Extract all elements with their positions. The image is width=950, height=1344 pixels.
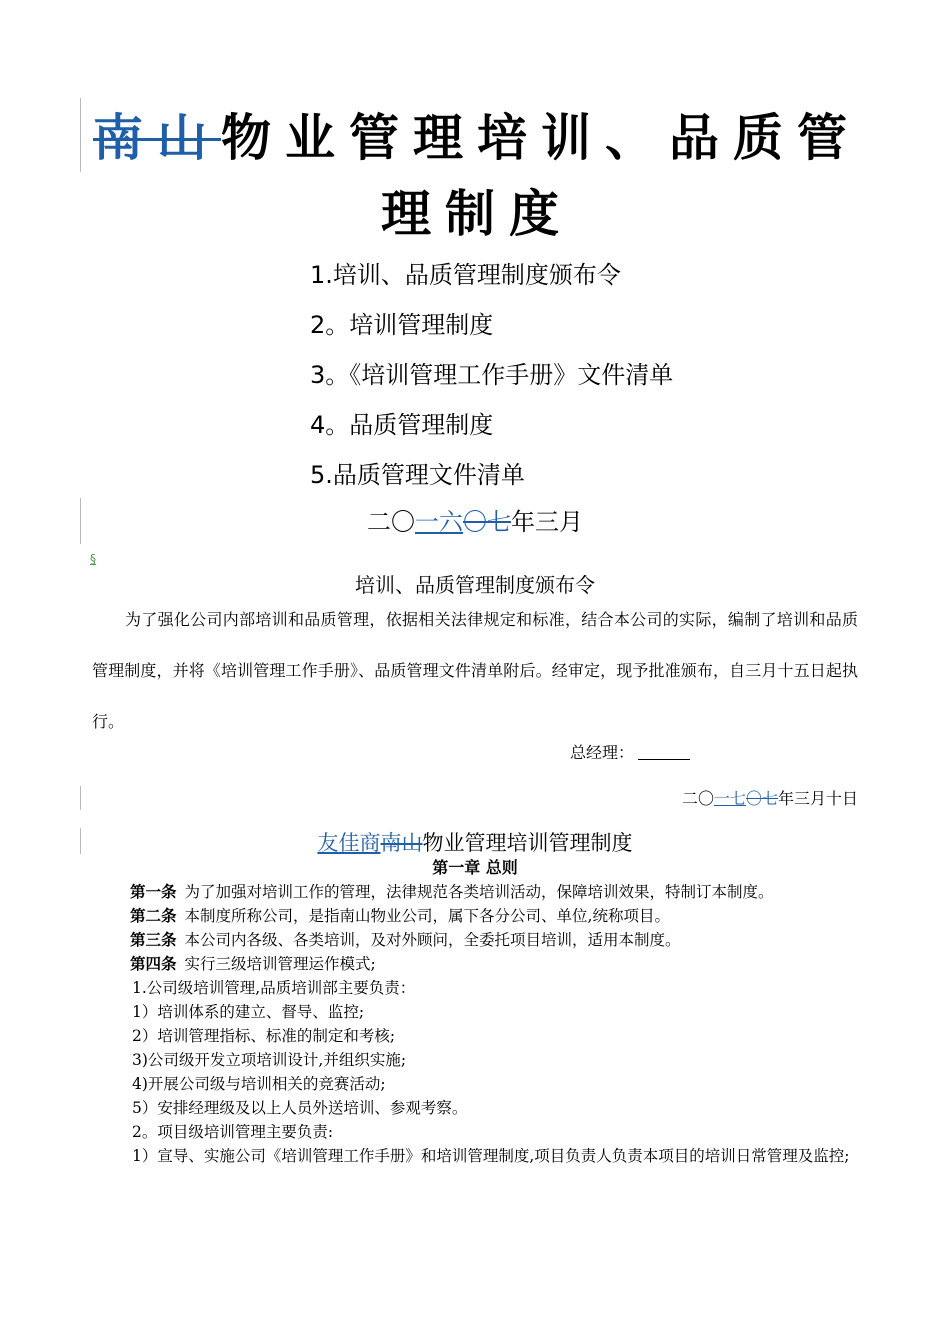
list-item: 2。项目级培训管理主要负责: bbox=[132, 1123, 334, 1141]
change-bar bbox=[80, 98, 81, 172]
signer-label: 总经理： bbox=[570, 743, 635, 762]
signer bbox=[570, 740, 690, 766]
article-label: 第三条 bbox=[130, 931, 177, 949]
decree-title: 培训、品质管理制度颁布令 bbox=[355, 573, 595, 597]
article-label: 第四条 bbox=[130, 955, 177, 973]
article-label: 第二条 bbox=[130, 907, 177, 925]
list-item: 1）培训体系的建立、督导、监控; bbox=[132, 1003, 365, 1021]
chapter-heading: 第一章 总则 bbox=[432, 858, 518, 877]
list-item: 4)开展公司级与培训相关的竞赛活动; bbox=[132, 1075, 386, 1093]
date-inserted: 一六 bbox=[415, 508, 463, 536]
date-inserted: 一七 bbox=[713, 789, 746, 808]
article-text: 本制度所称公司，是指南山物业公司，属下各分公司、单位,统称项目。 bbox=[184, 907, 670, 925]
toc-item: 2。培训管理制度 bbox=[310, 311, 494, 339]
title-main-text: 物业管理培训管理制度 bbox=[422, 831, 633, 855]
title-inserted-text: 友佳商 bbox=[317, 831, 381, 855]
list-item: 5）安排经理级及以上人员外送培训、参观考察。 bbox=[132, 1099, 468, 1117]
date-prefix: 二〇 bbox=[681, 789, 714, 808]
article bbox=[92, 904, 858, 928]
title-main-text: 物业管理培训、品质管理制度 bbox=[221, 109, 861, 243]
list-item: 1）宣导、实施公司《培训管理工作手册》和培训管理制度,项目负责人负责本项目的培训日常管理及监控; bbox=[132, 1147, 850, 1165]
article-text: 为了加强对培训工作的管理，法律规范各类培训活动，保障培训效果，特制订本制度。 bbox=[184, 883, 774, 901]
article bbox=[92, 880, 858, 904]
section-marker: § bbox=[90, 552, 96, 566]
regulation-body bbox=[92, 880, 858, 1168]
decree-body: 为了强化公司内部培训和品质管理，依据相关法律规定和标准，结合本公司的实际，编制了培训和品质管理制度，并将《培训管理工作手册》、品质管理文件清单附后。经审定，现予批准颁布，自三月十五日起执行。 bbox=[92, 610, 858, 731]
date-suffix: 年三月 bbox=[511, 508, 583, 536]
title-deleted-text: 南山 bbox=[380, 831, 423, 855]
date-deleted: 〇七 bbox=[463, 508, 511, 536]
document-title bbox=[92, 100, 862, 252]
article-text: 实行三级培训管理运作模式; bbox=[184, 955, 376, 973]
date-deleted: 〇七 bbox=[745, 789, 778, 808]
regulation-title bbox=[0, 826, 950, 860]
article bbox=[92, 928, 858, 952]
signature-blank bbox=[638, 743, 690, 760]
list-item: 1.公司级培训管理,品质培训部主要负责： bbox=[132, 979, 416, 997]
toc-item: 1.培训、品质管理制度颁布令 bbox=[310, 261, 621, 289]
toc-item: 4。品质管理制度 bbox=[310, 411, 494, 439]
cover-date bbox=[0, 504, 950, 540]
list-item: 3)公司级开发立项培训设计,并组织实施; bbox=[132, 1051, 407, 1069]
list-item: 2）培训管理指标、标准的制定和考核; bbox=[132, 1027, 396, 1045]
article-label: 第一条 bbox=[130, 883, 177, 901]
article bbox=[92, 952, 858, 976]
date-prefix: 二〇 bbox=[367, 508, 415, 536]
date-suffix: 年三月十日 bbox=[777, 789, 858, 808]
toc-item: 3。《培训管理工作手册》文件清单 bbox=[310, 361, 674, 389]
toc-item: 5.品质管理文件清单 bbox=[310, 461, 525, 489]
decree-date bbox=[682, 786, 858, 812]
table-of-contents bbox=[310, 256, 673, 506]
title-deleted-text: 南山 bbox=[93, 109, 221, 167]
change-bar bbox=[80, 786, 81, 810]
article-text: 本公司内各级、各类培训，及对外顾问，全委托项目培训，适用本制度。 bbox=[184, 931, 681, 949]
